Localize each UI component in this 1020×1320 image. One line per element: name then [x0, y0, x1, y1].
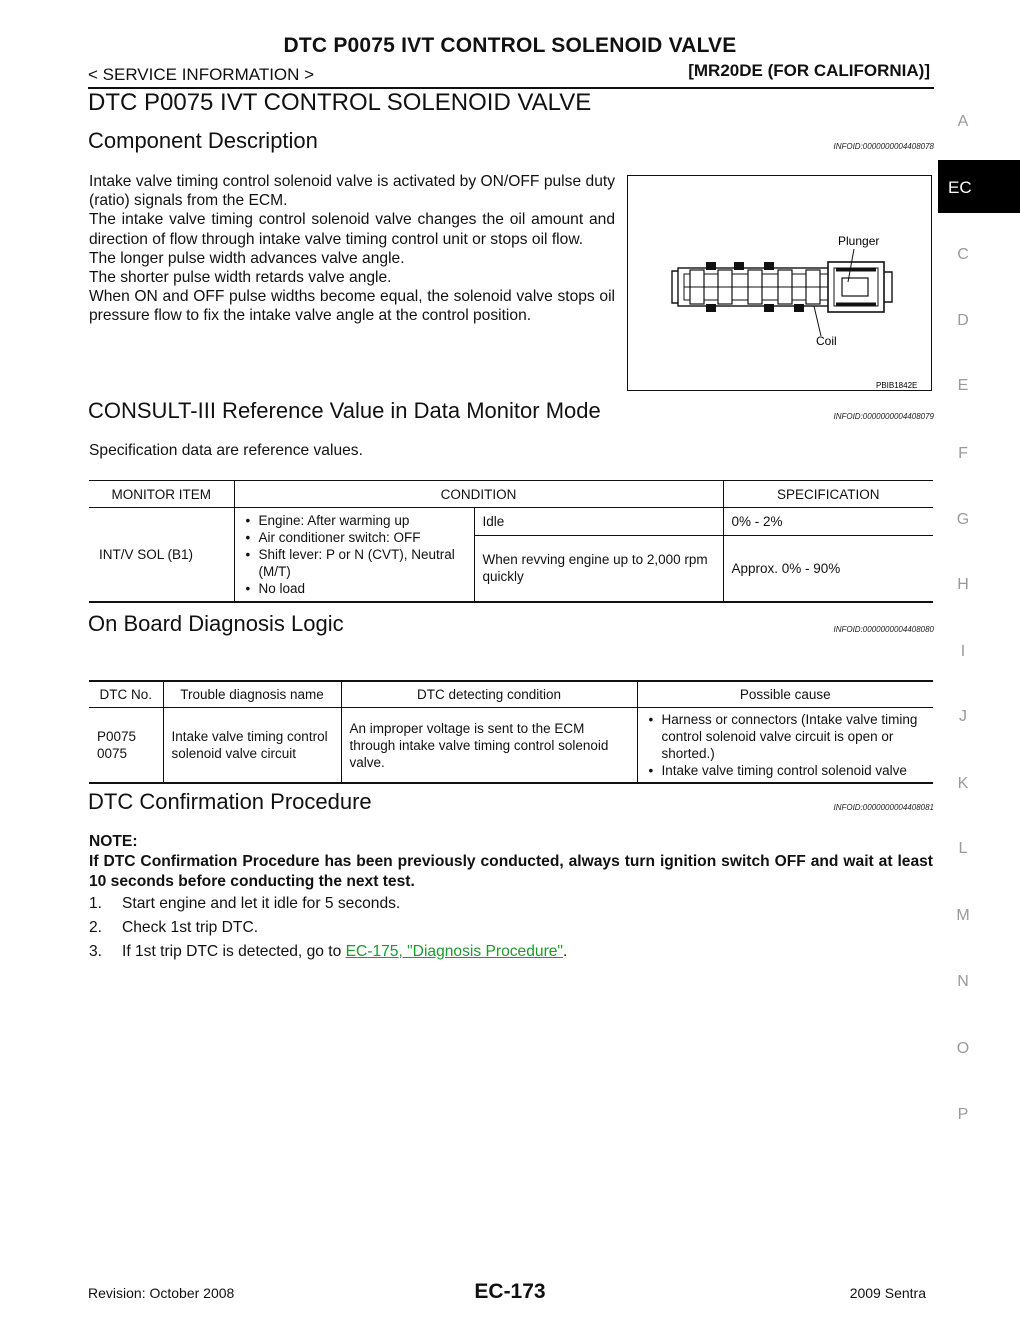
paragraph: Intake valve timing control solenoid valve is activated by ON/OFF pulse duty (ratio) signals from the ECM.	[89, 173, 615, 210]
procedure-steps	[89, 894, 567, 966]
step-item	[89, 894, 567, 918]
step-text-end: .	[562, 943, 568, 960]
column-header: SPECIFICATION	[723, 481, 933, 508]
list-item: • Intake valve timing control solenoid valve	[662, 762, 926, 779]
spec-cell: Approx. 0% - 90%	[723, 535, 933, 602]
table-row	[89, 508, 933, 536]
side-index-j[interactable]: J	[959, 708, 967, 725]
table-row	[89, 708, 933, 784]
diagnosis-procedure-link[interactable]: EC-175, "Diagnosis Procedure"	[345, 943, 563, 960]
plunger-label: Plunger	[838, 234, 880, 248]
model-label: [MR20DE (FOR CALIFORNIA)]	[688, 61, 930, 80]
running-title: DTC P0075 IVT CONTROL SOLENOID VALVE	[283, 34, 737, 57]
page-title: DTC P0075 IVT CONTROL SOLENOID VALVE	[88, 89, 592, 116]
step-item	[89, 918, 567, 942]
solenoid-valve-figure	[627, 175, 932, 391]
step-number: 1.	[89, 895, 103, 912]
section-heading-consult: CONSULT-III Reference Value in Data Monitor Mode	[88, 398, 601, 423]
service-info-label: < SERVICE INFORMATION >	[88, 65, 315, 84]
monitor-item-cell: INT/V SOL (B1)	[99, 547, 194, 562]
dtc-number: P0075	[97, 729, 137, 744]
list-item: • Harness or connectors (Intake valve timing control solenoid valve circuit is open or shorted.)	[662, 711, 926, 762]
sub-condition-cell: Idle	[474, 508, 723, 536]
side-index-ec-label: EC	[948, 178, 972, 197]
side-index-c[interactable]: C	[957, 246, 969, 263]
possible-cause-cell	[637, 708, 933, 784]
paragraph: The intake valve timing control solenoid valve changes the oil amount and direction of flow through intake valve timing control unit or stops oil flow.	[89, 211, 615, 248]
note-label: NOTE:	[89, 833, 138, 850]
infoid-component: INFOID:0000000004408078	[833, 142, 934, 151]
side-index-i[interactable]: I	[960, 643, 966, 660]
side-index-l[interactable]: L	[958, 840, 968, 857]
side-index-k[interactable]: K	[957, 775, 969, 792]
obd-logic-table	[89, 680, 933, 784]
list-item: • No load	[259, 580, 466, 597]
dtc-number: 0075	[97, 746, 128, 761]
note-text: If DTC Confirmation Procedure has been previously conducted, always turn ignition switch OFF and wait at least 10 seconds before conducting the next test.	[89, 853, 933, 890]
section-heading-component: Component Description	[88, 128, 318, 153]
side-index-m[interactable]: M	[956, 907, 970, 924]
step-number: 2.	[89, 919, 103, 936]
detecting-condition-cell: An improper voltage is sent to the ECM through intake valve timing control solenoid valve.	[341, 708, 637, 784]
paragraph: The longer pulse width advances valve angle.	[89, 249, 405, 267]
dtc-number-cell	[89, 708, 163, 784]
side-index-a[interactable]: A	[957, 113, 969, 130]
note-block	[89, 832, 933, 892]
cause-list	[646, 711, 926, 779]
column-header: Trouble diagnosis name	[163, 681, 341, 708]
diagnosis-name-cell: Intake valve timing control solenoid valve circuit	[163, 708, 341, 784]
paragraph: When ON and OFF pulse widths become equal, the solenoid valve stops oil pressure flow to fix the intake valve angle at the control position.	[89, 288, 615, 325]
paragraph: The shorter pulse width retards valve angle.	[89, 269, 392, 287]
infoid-obd: INFOID:0000000004408080	[833, 625, 934, 634]
column-header: MONITOR ITEM	[89, 481, 234, 508]
component-description	[89, 172, 615, 326]
section-heading-obd: On Board Diagnosis Logic	[88, 611, 344, 636]
column-header: Possible cause	[637, 681, 933, 708]
step-text: Check 1st trip DTC.	[122, 919, 259, 936]
side-index-h[interactable]: H	[957, 576, 969, 593]
infoid-confirmation: INFOID:0000000004408081	[833, 803, 934, 812]
side-index-g[interactable]: G	[956, 511, 970, 528]
footer-model: 2009 Sentra	[849, 1285, 926, 1301]
infoid-consult: INFOID:0000000004408079	[833, 412, 934, 421]
sub-condition-cell: When revving engine up to 2,000 rpm quickly	[474, 535, 723, 602]
table-header-row	[89, 481, 933, 508]
table-header-row	[89, 681, 933, 708]
page-number: EC-173	[474, 1280, 546, 1303]
spec-cell: 0% - 2%	[723, 508, 933, 536]
side-index-f[interactable]: F	[958, 445, 968, 462]
side-index-o[interactable]: O	[956, 1040, 970, 1057]
figure-code: PBIB1842E	[876, 381, 918, 389]
side-index-p[interactable]: P	[957, 1106, 969, 1123]
side-index-ec-active[interactable]	[938, 160, 1020, 213]
spec-note: Specification data are reference values.	[89, 442, 363, 459]
conditions-list	[243, 512, 466, 597]
consult-reference-table	[89, 480, 933, 603]
solenoid-valve-drawing	[628, 176, 930, 389]
coil-label: Coil	[816, 334, 837, 348]
column-header: DTC detecting condition	[341, 681, 637, 708]
side-index-e[interactable]: E	[957, 377, 969, 394]
side-index-d[interactable]: D	[957, 312, 969, 329]
column-header: CONDITION	[234, 481, 723, 508]
step-item	[89, 942, 567, 966]
step-number: 3.	[89, 943, 103, 960]
column-header: DTC No.	[89, 681, 163, 708]
list-item: • Air conditioner switch: OFF	[259, 529, 466, 546]
side-index-n[interactable]: N	[957, 973, 969, 990]
list-item: • Shift lever: P or N (CVT), Neutral (M/T)	[259, 546, 466, 580]
footer-revision: Revision: October 2008	[88, 1285, 235, 1301]
list-item: • Engine: After warming up	[259, 512, 466, 529]
conditions-cell	[234, 508, 474, 603]
step-text: Start engine and let it idle for 5 seconds.	[122, 895, 401, 912]
step-text: If 1st trip DTC is detected, go to	[122, 943, 346, 960]
section-heading-confirmation: DTC Confirmation Procedure	[88, 789, 372, 814]
